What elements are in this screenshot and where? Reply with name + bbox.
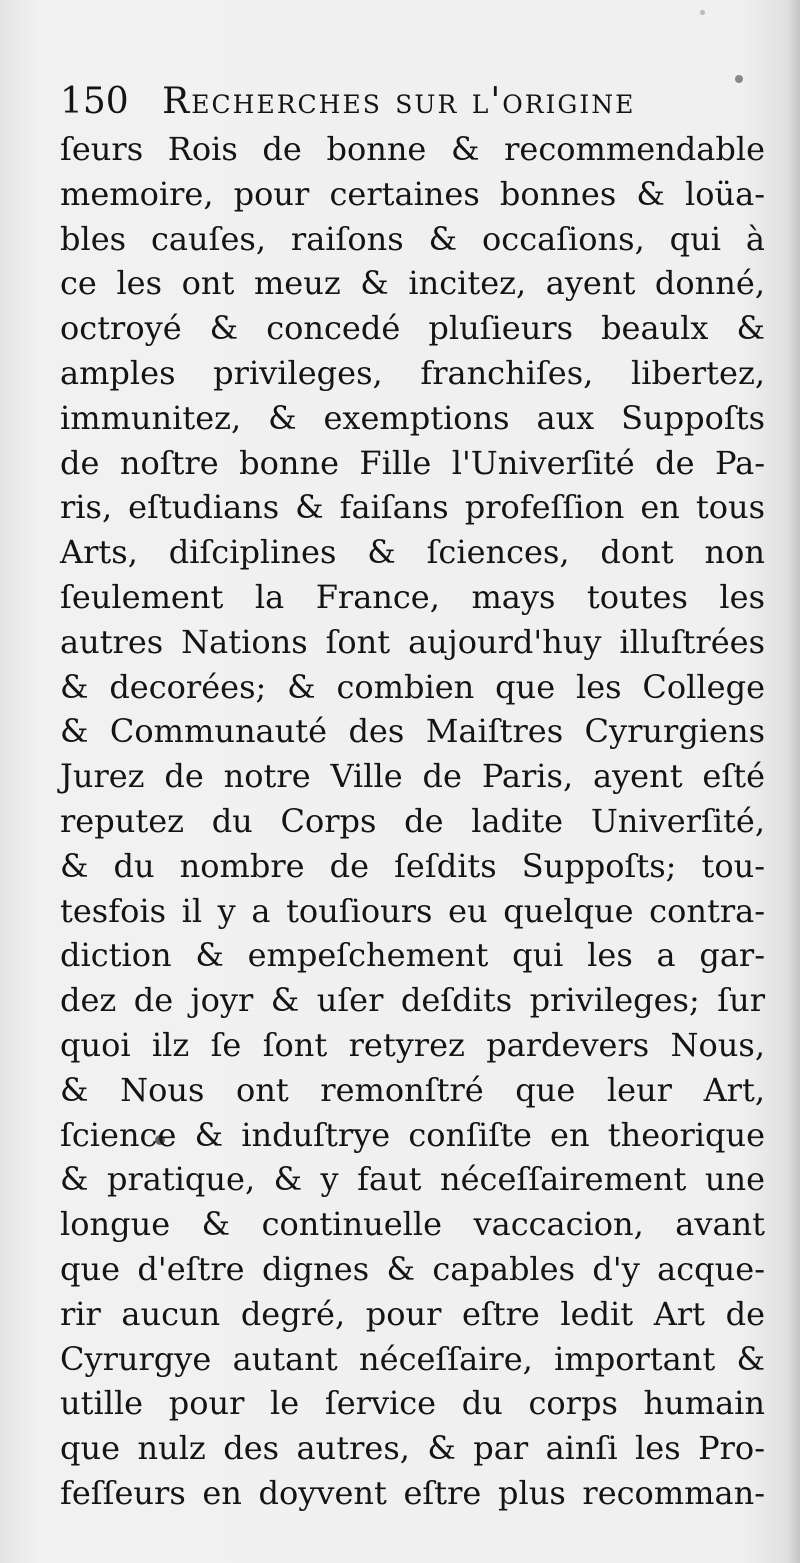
text-line: que nulz des autres, & par ainſi les Pro- xyxy=(60,1429,765,1468)
ink-spot xyxy=(700,10,705,15)
text-line: octroyé & concedé pluſieurs beaulx & xyxy=(60,309,765,348)
text-line: quoi ilz ſe ſont retyrez pardevers Nous, xyxy=(60,1025,765,1064)
text-line: immunitez, & exemptions aux Suppoſts xyxy=(60,398,765,437)
text-line: bles cauſes, raiſons & occaſions, qui à xyxy=(60,219,765,258)
page-number: 150 xyxy=(60,81,129,122)
text-line: de noſtre bonne Fille l'Univerſité de Pa- xyxy=(60,443,765,482)
text-line: ſeulement la France, mays toutes les xyxy=(60,577,765,616)
page-header xyxy=(60,70,760,134)
text-line: rir aucun degré, pour eſtre ledit Art de xyxy=(60,1294,765,1333)
text-line: dez de joyr & uſer deſdits privileges; ſur xyxy=(60,981,765,1020)
text-line: longue & continuelle vaccacion, avant xyxy=(60,1205,765,1244)
text-line: & du nombre de ſeſdits Suppoſts; tou- xyxy=(60,846,765,885)
text-line: reputez du Corps de ladite Univerſité, xyxy=(60,801,765,840)
text-line: memoire, pour certaines bonnes & loüa- xyxy=(60,174,765,213)
text-line: utille pour le ſervice du corps humain xyxy=(60,1384,765,1423)
text-line: & Communauté des Maiſtres Cyrurgiens xyxy=(60,712,765,751)
body-text xyxy=(60,127,765,1516)
text-line: Arts, diſciplines & ſciences, dont non xyxy=(60,533,765,572)
text-line: Jurez de notre Ville de Paris, ayent eſté xyxy=(60,757,765,796)
text-line: Cyrurgye autant néceſſaire, important & xyxy=(60,1339,765,1378)
text-line: diction & empeſchement qui les a gar- xyxy=(60,936,765,975)
text-line: & decorées; & combien que les College xyxy=(60,667,765,706)
text-line: ce les ont meuz & incitez, ayent donné, xyxy=(60,264,765,303)
text-line: ſeurs Rois de bonne & recommendable xyxy=(60,130,765,168)
text-line: & pratique, & y faut néceſſairement une xyxy=(60,1160,765,1199)
text-line: amples privileges, franchiſes, libertez, xyxy=(60,353,765,392)
running-title: Recherches sur l'origine xyxy=(162,81,636,122)
page-edge-shadow xyxy=(786,0,800,1563)
text-line: tesfois il y a touſiours eu quelque contra- xyxy=(60,891,765,930)
text-line: ſcience & induſtrye conſiſte en theorique xyxy=(60,1115,765,1154)
text-line: que d'eſtre dignes & capables d'y acque- xyxy=(60,1249,765,1288)
text-line: autres Nations ſont aujourd'huy illuſtrées xyxy=(60,622,765,661)
text-line: feſſeurs en doyvent eſtre plus recomman- xyxy=(60,1473,765,1512)
text-line: ris, eſtudians & faiſans profeſſion en tous xyxy=(60,488,765,527)
text-line: & Nous ont remonſtré que leur Art, xyxy=(60,1070,765,1109)
